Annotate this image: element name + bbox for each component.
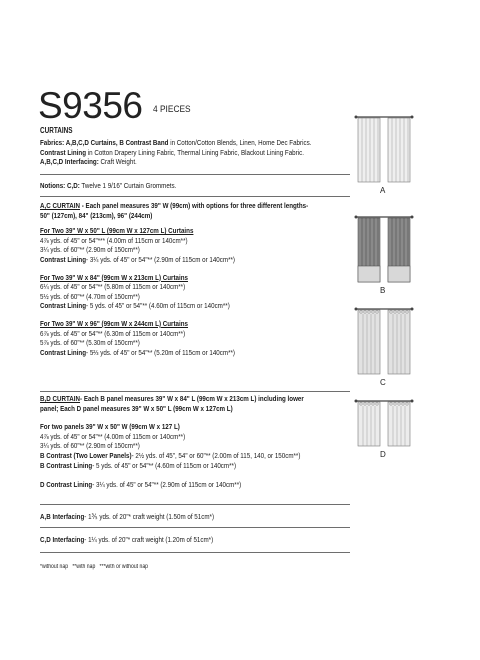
bd-heading-line2: panel; Each D panel measures 39" W x 50" L (99cm W x 127cm L)	[40, 403, 233, 413]
yardage-line: 3¼ yds. of 60"** (2.90m of 150cm**)	[40, 441, 140, 451]
divider	[40, 174, 350, 175]
cd-interfacing-section	[40, 535, 352, 545]
d-lining-line: D Contrast Lining- 3¼ yds. of 45" or 54"** (2.90m of 115cm or 140cm**)	[40, 480, 242, 490]
fabrics-section	[40, 138, 352, 167]
ac-heading: A,C CURTAIN - Each panel measures 39" W (99cm) with options for three different lengths-	[40, 201, 309, 210]
yardage-line: 5⅞ yds. of 60"** (5.30m of 150cm**)	[40, 338, 140, 348]
ac-heading-line2: 50" (127cm), 84" (213cm), 96" (244cm)	[40, 210, 153, 220]
yardage-line: 4⅞ yds. of 45" or 54"** (4.00m of 115cm or 140cm**)	[40, 431, 186, 441]
divider	[40, 196, 350, 197]
cd-interfacing-line: C,D Interfacing- 1¼ yds. of 20"* craft weight (1.20m of 51cm*)	[40, 535, 214, 544]
view-label-c: C	[380, 378, 386, 387]
pattern-number: S9356	[38, 85, 143, 126]
b-lining-line: B Contrast Lining- 5 yds. of 45" or 54"** (4.60m of 115cm or 140cm**)	[40, 460, 237, 470]
yardage-line: 6¼ yds. of 45" or 54"** (5.80m of 115cm or 140cm**)	[40, 282, 186, 292]
divider	[40, 527, 350, 528]
category-title: CURTAINS	[40, 126, 73, 135]
fabrics-line-1: Fabrics: A,B,C,D Curtains, B Contrast Band in Cotton/Cotton Blends, Linen, Home Dec Fabrics.	[40, 138, 312, 147]
yardage-line: 3¼ yds. of 60"** (2.90m of 150cm**)	[40, 245, 140, 255]
curtain-view-b	[355, 214, 413, 284]
curtain-view-a	[355, 114, 413, 184]
ab-interfacing-line: A,B Interfacing- 1⅗ yds. of 20"* craft weight (1.50m of 51cm*)	[40, 512, 215, 521]
curtain-view-c	[355, 306, 413, 376]
group-title: For two panels 39" W x 50" W (99cm W x 127 L)	[40, 422, 180, 432]
contrast-band-line: B Contrast (Two Lower Panels)- 2½ yds. of 45", 54" or 60"** (2.00m of 115, 140, or 150cm**)	[40, 450, 301, 460]
group-title: For Two 39" W x 50" L (99cm W x 127cm L) Curtains	[40, 226, 194, 236]
ac-group-50	[40, 226, 352, 264]
divider	[40, 552, 350, 553]
footnote: *without nap **with nap ***with or without nap	[40, 564, 149, 570]
yardage-line: 5½ yds. of 60"** (4.70m of 150cm**)	[40, 291, 140, 301]
lining-line: Contrast Lining- 3¼ yds. of 45" or 54"** (2.90m of 115cm or 140cm**)	[40, 254, 235, 264]
ac-group-84	[40, 273, 352, 311]
bd-curtain-section	[40, 394, 352, 490]
ac-group-96	[40, 319, 352, 357]
view-label-d: D	[380, 450, 386, 459]
yardage-line: 4⅞ yds. of 45" or 54"*** (4.00m of 115cm or 140cm**)	[40, 235, 188, 245]
view-label-a: A	[380, 186, 386, 195]
notions-line: Notions: C,D: Twelve 1 9/16" Curtain Grommets.	[40, 181, 177, 190]
ab-interfacing-section	[40, 512, 352, 522]
divider	[40, 504, 350, 505]
group-title: For Two 39" W x 84" (99cm W x 213cm L) Curtains	[40, 272, 189, 282]
fabrics-line-2: Contrast Lining in Cotton Drapery Lining Fabric, Thermal Lining Fabric, Blackout Lining Fabric.	[40, 147, 304, 157]
bd-heading: B,D CURTAIN- Each B panel measures 39" W x 84" L (99cm W x 213cm L) including lower	[40, 394, 304, 403]
lining-line: Contrast Lining- 5 yds. of 45" or 54"** (4.60m of 115cm or 140cm**)	[40, 301, 230, 311]
pieces-count: 4 PIECES	[153, 104, 191, 115]
curtain-view-d	[355, 398, 413, 448]
view-label-b: B	[380, 286, 386, 295]
group-title: For Two 39" W x 96" (99cm W x 244cm L) Curtains	[40, 318, 189, 328]
notions-section	[40, 181, 352, 191]
divider	[40, 391, 350, 392]
ac-curtain-section	[40, 201, 352, 357]
lining-line: Contrast Lining- 5⅔ yds. of 45" or 54"** (5.20m of 115cm or 140cm**)	[40, 347, 235, 357]
fabrics-line-3: A,B,C,D Interfacing: Craft Weight.	[40, 157, 137, 167]
yardage-line: 6⅞ yds. of 45" or 54"** (6.30m of 115cm or 140cm**)	[40, 328, 186, 338]
